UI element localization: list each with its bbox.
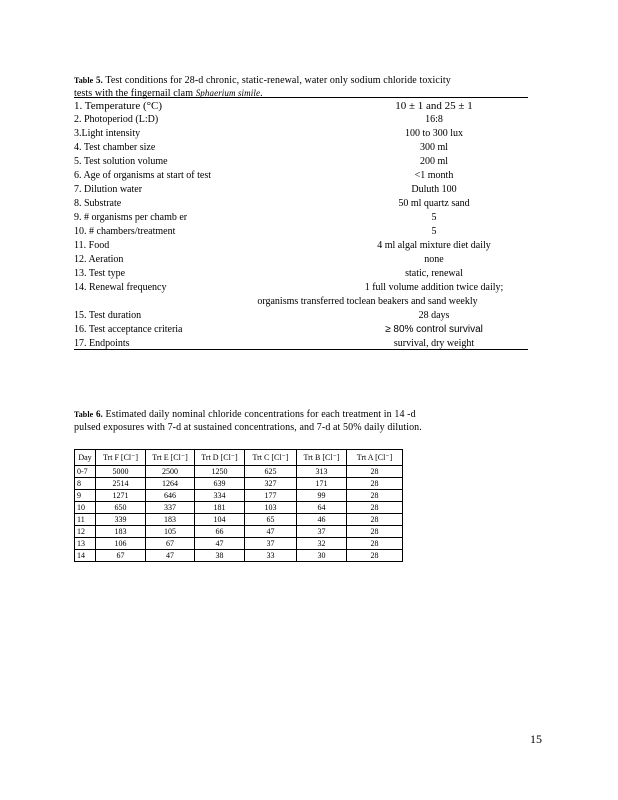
table6-cell: 1250 bbox=[195, 466, 245, 478]
table6-cell: 106 bbox=[96, 538, 146, 550]
table5-caption-line2-suffix: . bbox=[260, 88, 263, 99]
table5-row bbox=[74, 225, 528, 239]
table6-cell: 28 bbox=[347, 514, 403, 526]
table5-value: 5 bbox=[431, 212, 437, 223]
table5-param: 15. Test duration bbox=[74, 310, 142, 321]
table5-row bbox=[74, 197, 528, 211]
table5-value: 16:8 bbox=[425, 114, 443, 125]
table6-cell: 327 bbox=[245, 478, 297, 490]
table6-header-cell: Trt D [Cl⁻] bbox=[195, 450, 245, 466]
table6-row bbox=[75, 538, 403, 550]
table6 bbox=[74, 449, 403, 562]
table5-caption-species: Sphaerium simile bbox=[195, 88, 261, 98]
table6-cell: 13 bbox=[75, 538, 96, 550]
table6-header-cell: Trt C [Cl⁻] bbox=[245, 450, 297, 466]
table6-row bbox=[75, 478, 403, 490]
table5-row bbox=[74, 323, 528, 337]
table5-caption-line2-prefix: tests with the fingernail clam bbox=[74, 88, 194, 99]
table5-param: 9. # organisms per chamb er bbox=[74, 212, 188, 223]
table5-param: 2. Photoperiod (L:D) bbox=[74, 114, 159, 125]
page-number: 15 bbox=[530, 732, 542, 746]
table5-value: 4 ml algal mixture diet daily bbox=[377, 240, 491, 251]
table6-caption-label: Table bbox=[74, 410, 94, 419]
table5-value: 50 ml quartz sand bbox=[398, 198, 470, 209]
table6-cell: 14 bbox=[75, 550, 96, 562]
table6-cell: 46 bbox=[297, 514, 347, 526]
table6-cell: 28 bbox=[347, 526, 403, 538]
table5-row bbox=[74, 239, 528, 253]
table5-param: 17. Endpoints bbox=[74, 338, 130, 349]
table6-cell: 28 bbox=[347, 550, 403, 562]
table6-cell: 11 bbox=[75, 514, 96, 526]
table6-row bbox=[75, 466, 403, 478]
table6-cell: 9 bbox=[75, 490, 96, 502]
table5-param: 3.Light intensity bbox=[74, 128, 141, 139]
table6-cell: 66 bbox=[195, 526, 245, 538]
table5-row bbox=[74, 267, 528, 281]
table6-cell: 313 bbox=[297, 466, 347, 478]
table5-param: 5. Test solution volume bbox=[74, 156, 168, 167]
table5-value: Duluth 100 bbox=[411, 184, 457, 195]
table5-row bbox=[74, 309, 528, 323]
table5-param: 10. # chambers/treatment bbox=[74, 226, 176, 237]
table5-row bbox=[74, 113, 528, 127]
table6-cell: 99 bbox=[297, 490, 347, 502]
table6-caption-line2: pulsed exposures with 7-d at sustained concentrations, and 7-d at 50% daily dilution. bbox=[74, 422, 422, 433]
table5-param: 8. Substrate bbox=[74, 198, 122, 209]
table5-row bbox=[74, 169, 528, 183]
table6-header-cell: Trt F [Cl⁻] bbox=[96, 450, 146, 466]
table6-cell: 65 bbox=[245, 514, 297, 526]
table5-value: <1 month bbox=[414, 170, 454, 181]
table5-param: 1. Temperature (°C) bbox=[74, 100, 163, 112]
table6-cell: 67 bbox=[146, 538, 195, 550]
table6-cell: 12 bbox=[75, 526, 96, 538]
table6-cell: 37 bbox=[297, 526, 347, 538]
table6-cell: 32 bbox=[297, 538, 347, 550]
table5-value: 300 ml bbox=[419, 142, 449, 153]
table5-value: 5 bbox=[431, 226, 437, 237]
table5-row bbox=[74, 99, 528, 113]
table5-param: 16. Test acceptance criteria bbox=[74, 324, 183, 335]
table5-row bbox=[74, 211, 528, 225]
table6-cell: 5000 bbox=[96, 466, 146, 478]
table6-caption bbox=[74, 408, 422, 434]
table6-row bbox=[75, 502, 403, 514]
table5-row bbox=[74, 253, 528, 267]
table6-cell: 2500 bbox=[146, 466, 195, 478]
table6-header-cell: Day bbox=[75, 450, 96, 466]
table5-row bbox=[74, 127, 528, 141]
table5-value: 28 days bbox=[418, 310, 450, 321]
table6-row bbox=[75, 526, 403, 538]
table5-value: static, renewal bbox=[405, 268, 463, 279]
table5-param: 11. Food bbox=[74, 240, 110, 251]
table6-cell: 181 bbox=[195, 502, 245, 514]
table6-cell: 625 bbox=[245, 466, 297, 478]
table6-cell: 183 bbox=[146, 514, 195, 526]
table5-caption-label: Table bbox=[74, 76, 94, 85]
table6-cell: 28 bbox=[347, 466, 403, 478]
table6-row bbox=[75, 490, 403, 502]
table5-param: 14. Renewal frequency bbox=[74, 282, 167, 293]
table6-cell: 177 bbox=[245, 490, 297, 502]
table6-cell: 105 bbox=[146, 526, 195, 538]
table6-row bbox=[75, 514, 403, 526]
table5-caption-line1: Test conditions for 28-d chronic, static-renewal, water only sodium chloride toxicity bbox=[105, 75, 451, 86]
table5-value: 100 to 300 lux bbox=[404, 128, 464, 139]
table6-cell: 33 bbox=[245, 550, 297, 562]
table6-cell: 47 bbox=[245, 526, 297, 538]
table6-row bbox=[75, 550, 403, 562]
table6-cell: 171 bbox=[297, 478, 347, 490]
table6-header-cell: Trt B [Cl⁻] bbox=[297, 450, 347, 466]
table6-cell: 104 bbox=[195, 514, 245, 526]
table5-param: 6. Age of organisms at start of test bbox=[74, 170, 212, 181]
table5-row bbox=[74, 155, 528, 169]
table5-renewal-continuation: organisms transferred toclean beakers and sand weekly bbox=[257, 296, 478, 307]
table6-caption-number: 6. bbox=[95, 409, 103, 419]
table6-cell: 339 bbox=[96, 514, 146, 526]
table5-value: ≥ 80% control survival bbox=[385, 324, 483, 335]
table6-cell: 183 bbox=[96, 526, 146, 538]
table6-cell: 28 bbox=[347, 538, 403, 550]
table6-header-row bbox=[75, 450, 403, 466]
table5-param: 7. Dilution water bbox=[74, 184, 143, 195]
table6-header-cell: Trt A [Cl⁻] bbox=[347, 450, 403, 466]
table5-top-rule bbox=[74, 97, 528, 98]
table5-row bbox=[74, 281, 528, 295]
table6-cell: 28 bbox=[347, 478, 403, 490]
table6-cell: 650 bbox=[96, 502, 146, 514]
table6-cell: 28 bbox=[347, 490, 403, 502]
table5-row bbox=[74, 183, 528, 197]
table5-value: 1 full volume addition twice daily; bbox=[364, 282, 504, 293]
table6-cell: 103 bbox=[245, 502, 297, 514]
table5-param: 12. Aeration bbox=[74, 254, 124, 265]
table6-cell: 334 bbox=[195, 490, 245, 502]
table5-value: 10 ± 1 and 25 ± 1 bbox=[395, 100, 473, 112]
table6-cell: 28 bbox=[347, 502, 403, 514]
table6-cell: 30 bbox=[297, 550, 347, 562]
table6-cell: 337 bbox=[146, 502, 195, 514]
table5-caption-number: 5. bbox=[95, 75, 103, 85]
table6-header-cell: Trt E [Cl⁻] bbox=[146, 450, 195, 466]
table5-param: 4. Test chamber size bbox=[74, 142, 156, 153]
table6-cell: 38 bbox=[195, 550, 245, 562]
table6-cell: 67 bbox=[96, 550, 146, 562]
table6-cell: 37 bbox=[245, 538, 297, 550]
table6-cell: 64 bbox=[297, 502, 347, 514]
table6-cell: 47 bbox=[195, 538, 245, 550]
table5-bottom-rule bbox=[74, 349, 528, 350]
table5-param: 13. Test type bbox=[74, 268, 126, 279]
table6-cell: 0-7 bbox=[75, 466, 96, 478]
table6-cell: 8 bbox=[75, 478, 96, 490]
table6-cell: 2514 bbox=[96, 478, 146, 490]
table5-row bbox=[74, 141, 528, 155]
table6-cell: 10 bbox=[75, 502, 96, 514]
table6-cell: 646 bbox=[146, 490, 195, 502]
table6-cell: 1271 bbox=[96, 490, 146, 502]
table6-cell: 639 bbox=[195, 478, 245, 490]
table5-value: 200 ml bbox=[419, 156, 449, 167]
table5-value: survival, dry weight bbox=[393, 338, 475, 349]
table6-cell: 1264 bbox=[146, 478, 195, 490]
table5-value: none bbox=[424, 254, 444, 265]
table6-cell: 47 bbox=[146, 550, 195, 562]
table6-caption-line1: Estimated daily nominal chloride concentrations for each treatment in 14 -d bbox=[105, 409, 416, 420]
